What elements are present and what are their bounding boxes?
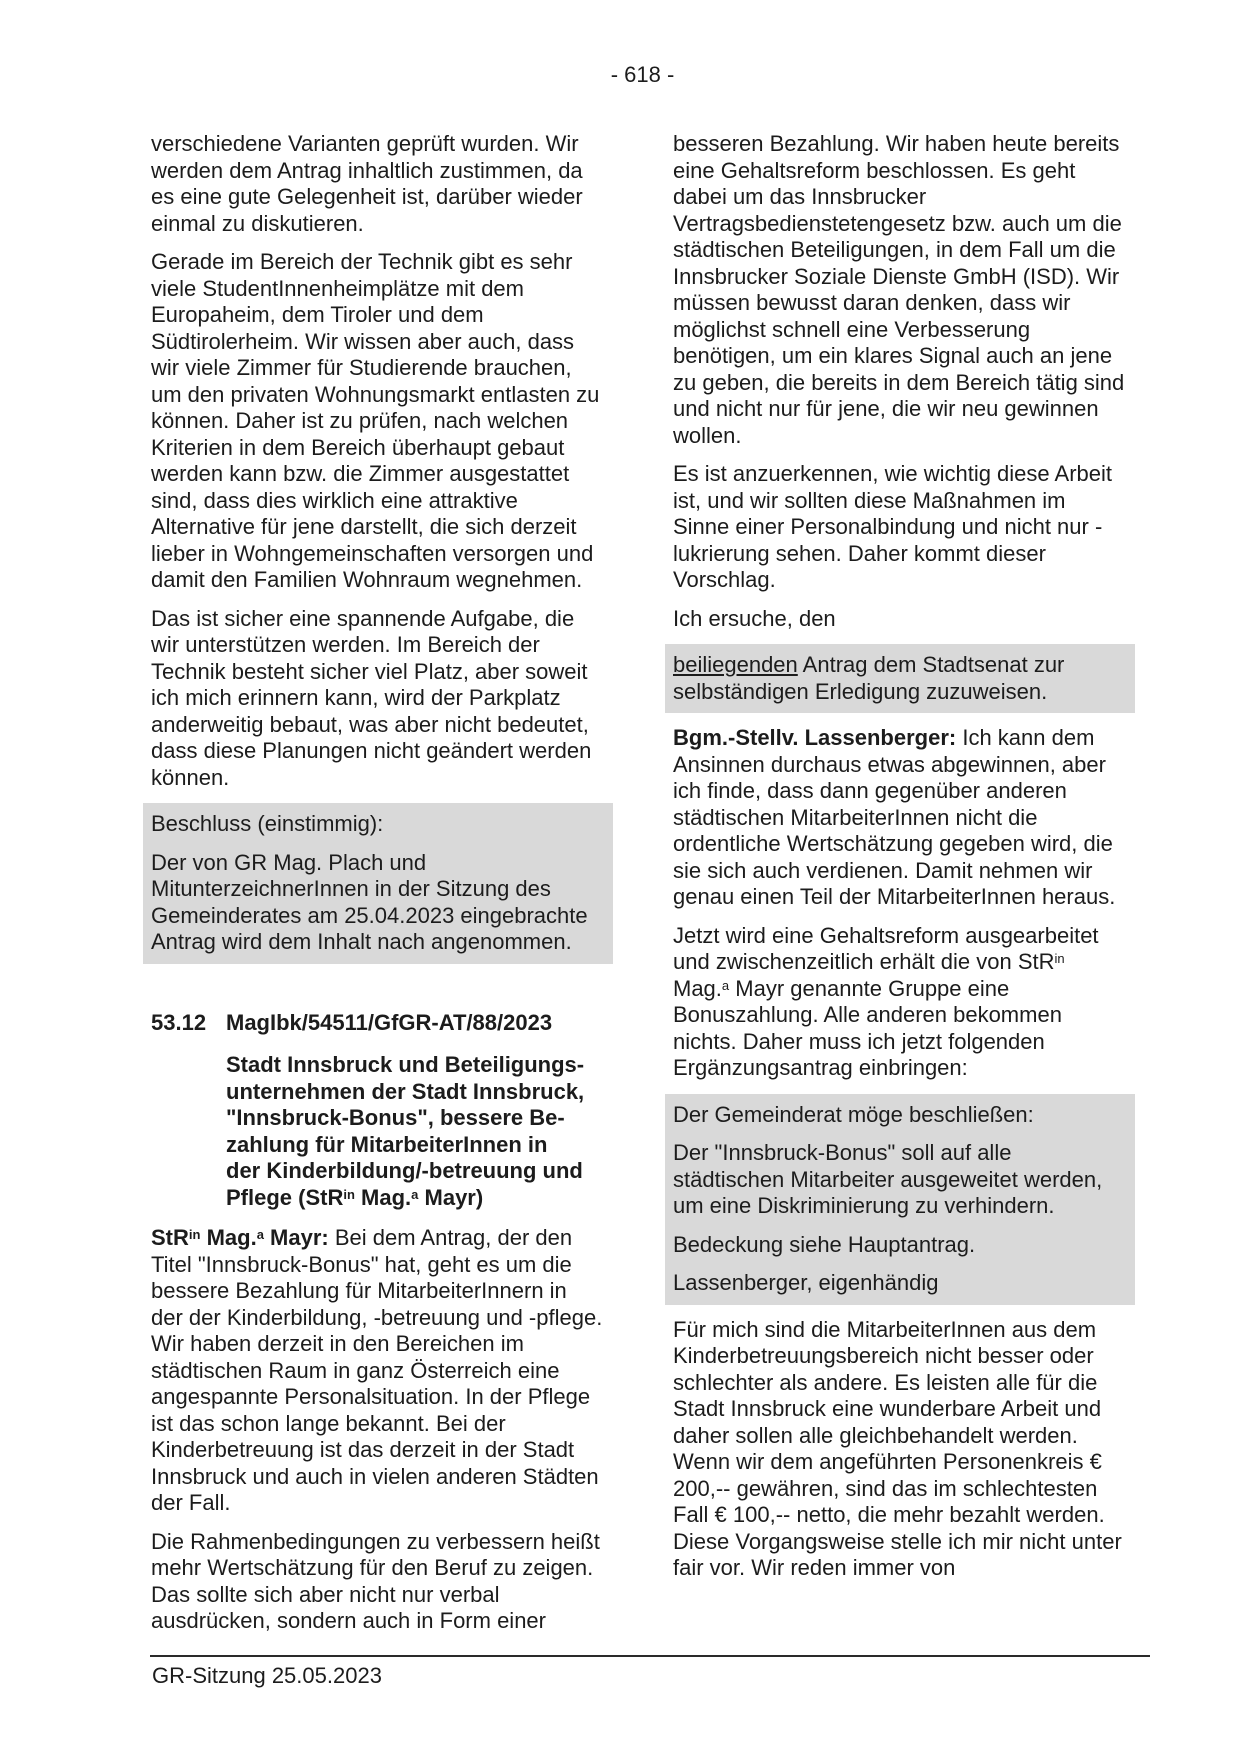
speech-body: Ich kann dem Ansinnen durchaus etwas abgewinnen, aber ich finde, dass dann gegenüber anderen städtischen MitarbeiterInnen nicht die ordentliche Wertschätzung gegeben wird, die sie sich auch verdienen. Damit nehmen wir genau einen Teil der MitarbeiterInnen heraus. <box>673 725 1116 909</box>
speaker-name: Bgm.-Stellv. Lassenberger: <box>673 725 957 750</box>
agenda-title-line: Stadt Innsbruck und Beteiligungs- <box>226 1052 585 1077</box>
motion-heading: Der Gemeinderat möge beschließen: <box>673 1101 1034 1127</box>
paragraph-rahmenbedingungen: Die Rahmenbedingungen zu verbessern heißt mehr Wertschätzung für den Beruf zu zeigen. Das sollte sich aber nicht nur verbal ausdrücken, sondern auch in Form einer <box>151 1528 600 1633</box>
paragraph-bezahlung: besseren Bezahlung. Wir haben heute bereits eine Gehaltsreform beschlossen. Es geht dabei um das Innsbrucker Vertragsbedienstetengesetz bzw. auch um die städtischen Beteiligungen, in dem Fall um die Innsbrucker Soziale Dienste GmbH (ISD). Wir müssen bewusst daran denken, dass wir möglichst schnell eine Verbesserung benötigen, um ein klares Signal auch an jene zu geben, die bereits in dem Bereich tätig sind und nicht nur für jene, die wir neu gewinnen wollen. <box>673 131 1125 448</box>
motion-signature: Lassenberger, eigenhändig <box>673 1270 939 1295</box>
paragraph-gehaltsreform <box>673 923 1125 1082</box>
speech-mayr <box>151 1225 603 1517</box>
speech-body: Bei dem Antrag, der den Titel "Innsbruck-Bonus" hat, geht es um die bessere Bezahlung für MitarbeiterInnern in der der Kinderbildung, -betreuung und -pflege. Wir haben derzeit in den Bereichen im städtischen Raum in ganz Österreich eine angespannte Personalsituation. In der Pflege ist das schon lange bekannt. Bei der Kinderbetreuung ist das derzeit in der Stadt Innsbruck und auch in vielen anderen Städten der Fall. <box>151 1225 603 1515</box>
agenda-item-reference: MagIbk/54511/GfGR-AT/88/2023 <box>226 1009 553 1035</box>
paragraph-fair: Für mich sind die MitarbeiterInnen aus dem Kinderbetreuungsbereich nicht besser oder schlechter als andere. Es leisten alle für die Stadt Innsbruck eine wunderbare Arbeit und daher sollen alle gleichbehandelt werden. Wenn wir dem angeführten Personenkreis € 200,-- gewähren, sind das im schlechtesten Fall € 100,-- netto, die mehr bezahlt werden. Diese Vorgangsweise stelle ich mir nicht unter fair vor. Wir reden immer von <box>673 1316 1122 1580</box>
superscript: in <box>188 1227 201 1242</box>
paragraph-aufgabe: Das ist sicher eine spannende Aufgabe, die wir unterstützen werden. Im Bereich der Technik besteht sicher viel Platz, aber soweit ich mich erinnern kann, wird der Parkplatz anderweitig bebaut, was aber nicht bedeutet, dass diese Planungen nicht geändert werden können. <box>151 605 592 790</box>
motion-bedeckung: Bedeckung siehe Hauptantrag. <box>673 1231 976 1257</box>
paragraph-text: Mayr genannte Gruppe eine Bonuszahlung. Alle anderen bekommen nichts. Daher muss ich jetzt folgenden Ergänzungsantrag einbringen: <box>673 975 1062 1080</box>
superscript: a <box>256 1227 264 1242</box>
agenda-title-text: Mag. <box>354 1184 412 1210</box>
speaker-text: Mayr: <box>263 1225 329 1250</box>
superscript: in <box>343 1186 355 1202</box>
agenda-title-line <box>226 1185 603 1212</box>
paragraph-anzuerkennen: Es ist anzuerkennen, wie wichtig diese Arbeit ist, und wir sollten diese Maßnahmen im Sinne einer Personalbindung und nicht nur -lukrierung sehen. Daher kommt dieser Vorschlag. <box>673 461 1113 592</box>
referral-text <box>673 652 1125 705</box>
speaker-text: Mag. <box>200 1225 257 1250</box>
agenda-title-line: der Kinderbildung/-betreuung und <box>226 1158 583 1183</box>
left-column <box>151 131 603 1647</box>
superscript: in <box>1054 951 1065 966</box>
speaker-name <box>151 1225 329 1250</box>
paragraph-technik: Gerade im Bereich der Technik gibt es sehr viele StudentInnenheimplätze mit dem Europaheim, dem Tiroler und dem Südtirolerheim. Wir wissen aber auch, dass wir viele Zimmer für Studierende brauchen, um den privaten Wohnungsmarkt entlasten zu können. Daher ist zu prüfen, nach welchen Kriterien in dem Bereich überhaupt gebaut werden kann bzw. die Zimmer ausgestattet sind, dass dies wirklich eine attraktive Alternative für jene darstellt, die sich derzeit lieber in Wohngemeinschaften versorgen und damit den Familien Wohnraum wegnehmen. <box>151 249 600 592</box>
page-number: - 618 - <box>610 62 675 87</box>
paragraph-text: Jetzt wird eine Gehaltsreform ausgearbeitet und zwischenzeitlich erhält die von StR <box>673 922 1099 974</box>
speech-lassenberger <box>673 725 1125 911</box>
motion-box <box>665 1094 1135 1305</box>
referral-underlined-word: beiliegenden <box>673 652 798 677</box>
agenda-item-number: 53.12 <box>151 1009 207 1035</box>
motion-body: Der "Innsbruck-Bonus" soll auf alle städtischen Mitarbeiter ausgeweitet werden, um eine Diskriminierung zu verhindern. <box>673 1140 1103 1218</box>
agenda-title-line: unternehmen der Stadt Innsbruck, <box>226 1078 585 1104</box>
agenda-item-header <box>151 1010 603 1037</box>
paragraph-text: Mag. <box>673 975 722 1001</box>
decision-box <box>143 803 613 964</box>
referral-rest: Antrag dem Stadtsenat zur selbständigen Erledigung zuzuweisen. <box>673 652 1065 704</box>
superscript: a <box>411 1186 419 1202</box>
paragraph-ersuche: Ich ersuche, den <box>673 605 836 631</box>
agenda-title-line: zahlung für MitarbeiterInnen in <box>226 1131 548 1157</box>
speaker-text: StR <box>151 1225 189 1250</box>
agenda-title-line: "Innsbruck-Bonus", bessere Be- <box>226 1105 565 1130</box>
agenda-title-text: Pflege (StR <box>226 1184 344 1210</box>
decision-body: Der von GR Mag. Plach und MitunterzeichnerInnen in der Sitzung des Gemeinderates am 25.04.2023 eingebrachte Antrag wird dem Inhalt nach angenommen. <box>151 849 588 954</box>
agenda-title-text: Mayr) <box>418 1184 484 1210</box>
decision-heading: Beschluss (einstimmig): <box>151 811 384 836</box>
footer-divider <box>150 1655 1150 1657</box>
agenda-item-title <box>226 1052 603 1211</box>
footer-session-label: GR-Sitzung 25.05.2023 <box>152 1663 382 1688</box>
right-column <box>673 131 1125 1594</box>
referral-box <box>665 644 1135 713</box>
superscript: a <box>721 977 730 993</box>
paragraph-variants: verschiedene Varianten geprüft wurden. Wir werden dem Antrag inhaltlich zustimmen, da es eine gute Gelegenheit ist, darüber wieder einmal zu diskutieren. <box>151 131 583 236</box>
